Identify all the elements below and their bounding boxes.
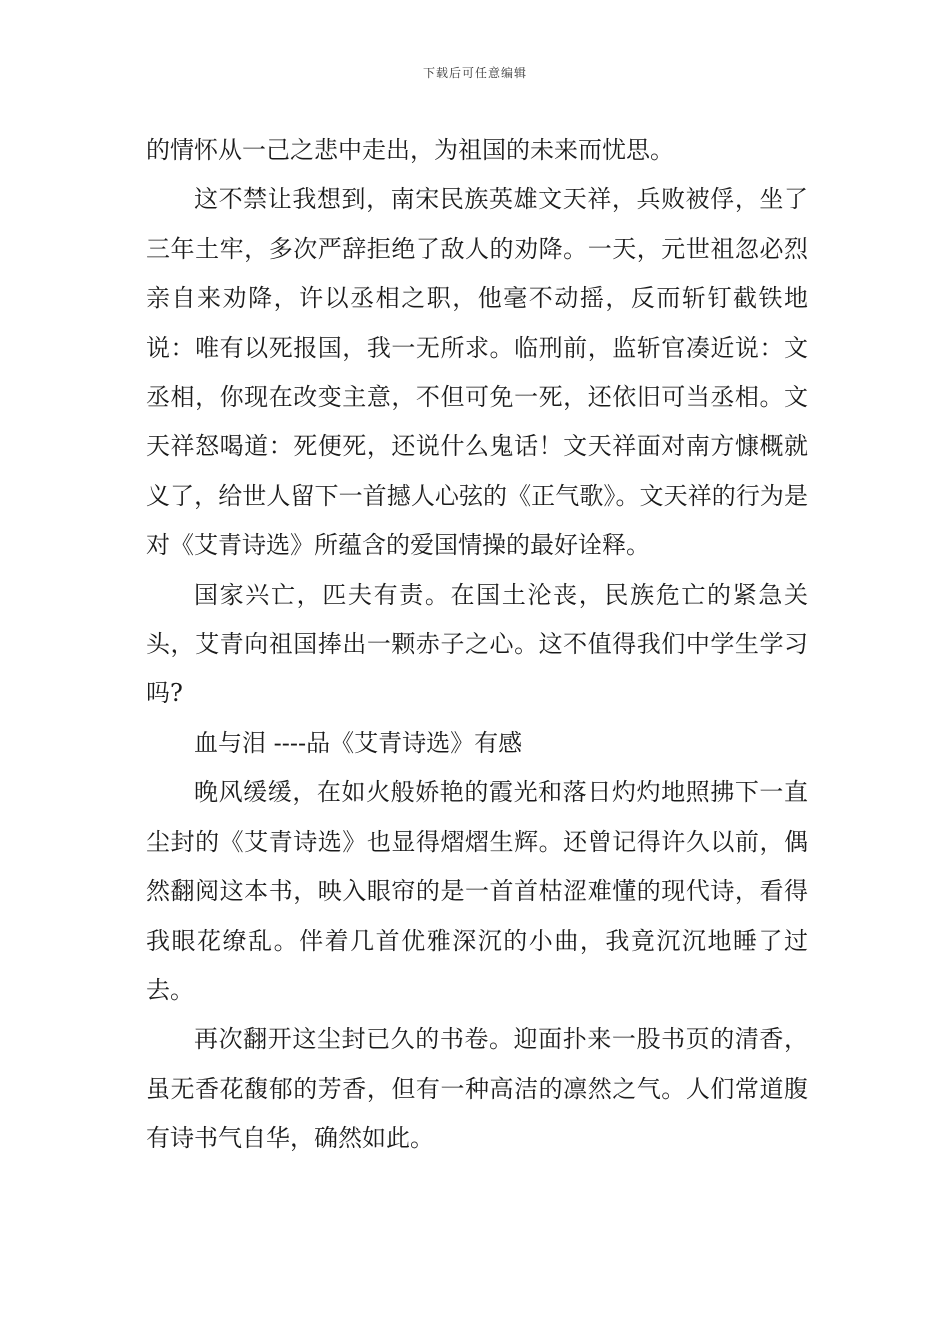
paragraph: 晚风缓缓，在如火般娇艳的霞光和落日灼灼地照拂下一直尘封的《艾青诗选》也显得熠熠生辉。还曾记得许久以前，偶然翻阅这本书，映入眼帘的是一首首枯涩难懂的现代诗，看得我眼花缭乱。伴着几首优雅深沉的小曲，我竟沉沉地睡了过去。 (146, 778, 808, 1004)
paragraph: 再次翻开这尘封已久的书卷。迎面扑来一股书页的清香，虽无香花馥郁的芳香，但有一种高洁的凛然之气。人们常道腹有诗书气自华，确然如此。 (146, 1025, 808, 1153)
paragraph: 这不禁让我想到，南宋民族英雄文天祥，兵败被俘，坐了三年土牢，多次严辞拒绝了敌人的劝降。一天，元世祖忽必烈亲自来劝降，许以丞相之职，他毫不动摇，反而斩钉截铁地说：唯有以死报国，我一无所求。临刑前，监斩官凑近说：文丞相，你现在改变主意，不但可免一死，还依旧可当丞相。文天祥怒喝道：死便死，还说什么鬼话！文天祥面对南方慷概就义了，给世人留下一首撼人心弦的《正气歌》。文天祥的行为是对《艾青诗选》所蕴含的爱国情操的最好诠释。 (146, 185, 808, 560)
paragraph: 的情怀从一己之悲中走出，为祖国的未来而忧思。 (146, 136, 674, 164)
document-body (146, 126, 808, 1164)
section-title: 血与泪 ----品《艾青诗选》有感 (194, 728, 523, 757)
page-header: 下载后可任意编辑 (422, 66, 527, 80)
paragraph: 国家兴亡，匹夫有责。在国土沦丧，民族危亡的紧急关头，艾青向祖国捧出一颗赤子之心。这不值得我们中学生学习吗? (146, 580, 808, 708)
